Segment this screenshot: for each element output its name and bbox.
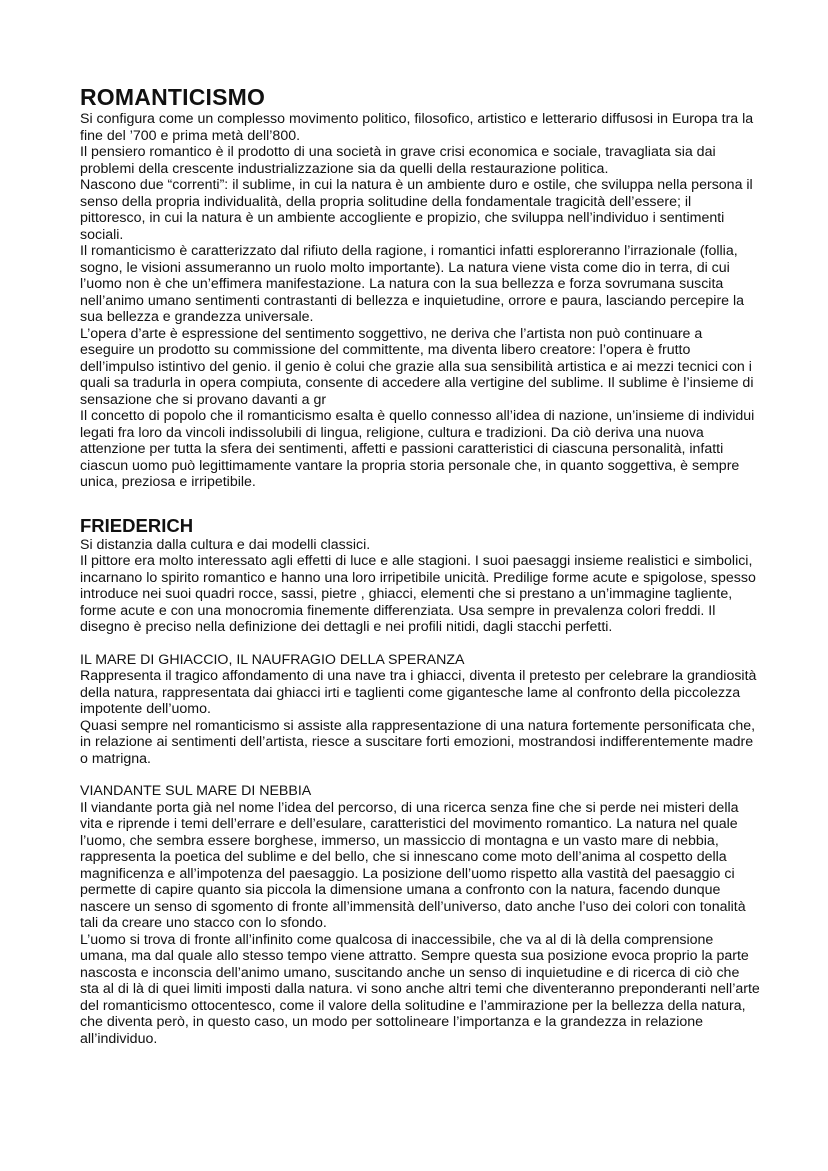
paragraph: Quasi sempre nel romanticismo si assiste alla rappresentazione di una natura fortemente personificata che, in relazione ai sentimenti dell’artista, riesce a suscitare forti emozioni, mostrandosi indifferentemente madre o matrigna. <box>80 717 756 767</box>
paragraph: Il romanticismo è caratterizzato dal rifiuto della ragione, i romantici infatti esploreranno l’irrazionale (follia, sogno, le visioni assumeranno un ruolo molto importante). La natura viene vista come dio in terra, di cui l’uomo non è che un’effimera manifestazione. La natura con la sua bellezza e forza sovrumana suscita nell’animo umano sentimenti contrastanti di bellezza e inquietudine, orrore e paura, lasciando percepire la sua bellezza e grandezza universale. <box>80 243 745 325</box>
paragraph: L’opera d’arte è espressione del sentimento soggettivo, ne deriva che l’artista non può continuare a eseguire un prodotto su commissione del committente, ma diventa libero creatore: l’opera è frutto dell’impulso istintivo del genio. il genio è colui che grazie alla sua sensibilità artistica e ai mezzi tecnici con i quali sa tradurla in opera compiuta, consente di accedere alla vertigine del sublime. Il sublime è l’insieme di sensazione che si provano davanti a gr <box>80 325 754 408</box>
section-title-romanticismo: ROMANTICISMO <box>80 84 266 110</box>
paragraph: Si configura come un complesso movimento politico, filosofico, artistico e letterario diffusosi in Europa tra la fine del ’700 e prima metà dell’800. <box>80 111 754 144</box>
paragraph: Nascono due “correnti”: il sublime, in cui la natura è un ambiente duro e ostile, che sviluppa nella persona il senso della propria individualità, della propria solitudine della fondamentale tragicità dell’essere; il pittoresco, in cui la natura è un ambiente accogliente e propizio, che sviluppa nell’individuo i sentimenti sociali. <box>80 177 753 243</box>
paragraph: Il viandante porta già nel nome l’idea del percorso, di una ricerca senza fine che si perde nei misteri della vita e riprende i temi dell’errare e dell’esulare, caratteristici del movimento romantico. La natura nel quale l’uomo, che sembra essere borghese, immerso, un massiccio di montagna e un vasto mare di nebbia, rappresenta la poetica del sublime e del bello, che si innescano come moto dell’anima al cospetto della magnificenza e all’impotenza del paesaggio. La posizione dell’uomo rispetto alla vastità del paesaggio ci permette di capire quanto sia piccola la dimensione umana a confronto con la natura, facendo dunque nascere un senso di sgomento di fronte all’immensità dell’universo, dato anche l’uso dei colori con tonalità tali da creare uno stacco con lo sfondo. <box>80 799 746 931</box>
work-title-viandante: VIANDANTE SUL MARE DI NEBBIA <box>80 783 312 799</box>
paragraph: Il pensiero romantico è il prodotto di una società in grave crisi economica e sociale, travagliata sia dai problemi della crescente industrializzazione sia da quelli della restaurazione politica. <box>80 144 716 177</box>
section-friederich <box>80 515 760 1048</box>
paragraph: Rappresenta il tragico affondamento di una nave tra i ghiacci, diventa il pretesto per celebrare la grandiosità della natura, rappresentata dai ghiacci irti e taglienti come gigantesche lame al confronto della piccolezza impotente dell’uomo. <box>80 668 757 717</box>
paragraph: Si distanzia dalla cultura e dai modelli classici. <box>80 536 371 553</box>
paragraph: Il pittore era molto interessato agli effetti di luce e alle stagioni. I suoi paesaggi insieme realistici e simbolici, incarnano lo spirito romantico e hanno una loro irripetibile unicità. Predilige forme acute e spigolose, spesso introduce nei suoi quadri rocce, sassi, pietre , ghiacci, elementi che si prestano a un’immagine tagliente, forme acute e con una monocromia finemente differenziata. Usa sempre in prevalenza colori freddi. Il disegno è preciso nella definizione dei dettagli e nei profili nitidi, dagli stacchi perfetti. <box>80 553 756 635</box>
paragraph: L’uomo si trova di fronte all’infinito come qualcosa di inaccessibile, che va al di là della comprensione umana, ma dal quale allo stesso tempo viene attratto. Sempre questa sua posizione evoca proprio la parte nascosta e inconscia dell’animo umano, suscitando anche un senso di inquietudine e di ricerca di ciò che sta al di là di quei limiti imposti dalla natura. vi sono anche altri temi che diventeranno preponderanti nell’arte del romanticismo ottocentesco, come il valore della solitudine e l’ammirazione per la bellezza della natura, che diventa però, in questo caso, un modo per sottolineare l’importanza e la grandezza in relazione all’individuo. <box>80 931 760 1047</box>
document-page <box>80 84 760 1047</box>
paragraph: Il concetto di popolo che il romanticismo esalta è quello connesso all’idea di nazione, un’insieme di individui legati fra loro da vincoli indissolubili di lingua, religione, cultura e tradizioni. Da ciò deriva una nuova attenzione per tutta la sfera dei sentimenti, affetti e passioni caratteristici di ciascuna personalità, infatti ciascun uomo può legittimamente vantare la propria storia personale che, in quanto soggettiva, è sempre unica, preziosa e irripetibile. <box>80 408 755 490</box>
section-title-friederich: FRIEDERICH <box>80 514 194 536</box>
work-title-mare-di-ghiaccio: IL MARE DI GHIACCIO, IL NAUFRAGIO DELLA SPERANZA <box>80 651 465 668</box>
